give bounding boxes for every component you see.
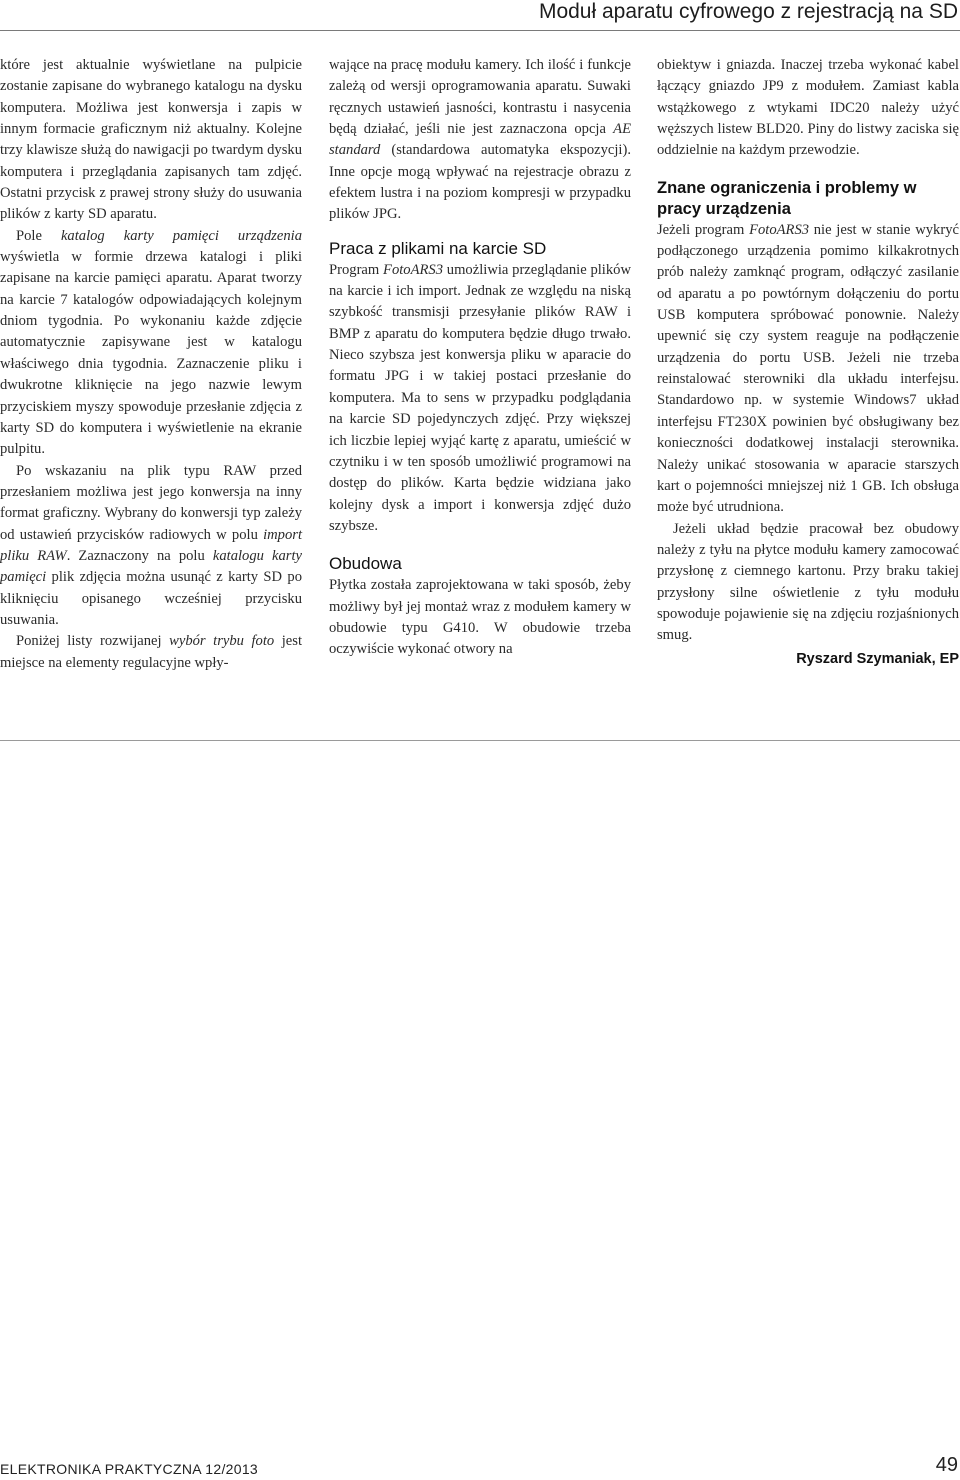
- column-3: [657, 55, 959, 669]
- column-1: [0, 55, 302, 674]
- paragraph: obiektyw i gniazda. Inaczej trzeba wykonać kabel łączący gniazdo JP9 z modułem. Zamiast kabla wstążkowego z wtykami IDC20 należy użyć węższych listew BLD20. Piny do listwy zaciska się oddzielnie na każdym przewodzie.: [657, 57, 959, 159]
- section-heading: Znane ograniczenia i problemy w pracy urządzenia: [657, 178, 917, 218]
- paragraph: które jest aktualnie wyświetlane na pulpicie zostanie zapisane do wybranego katalogu na dysku komputera. Możliwa jest konwersja i zapis w innym formacie graficznym niż aktualny. Kolejne trzy klawisze służą do nawigacji po twardym dysku komputera i przeglądania zapisanych tam zdjęć. Ostatni przycisk z prawej strony służy do usuwania plików z karty SD aparatu.: [0, 57, 302, 223]
- article-end-rule: [0, 740, 960, 741]
- author-signature: Ryszard Szymaniak, EP: [796, 650, 959, 667]
- column-2: [329, 55, 631, 661]
- paragraph: Płytka została zaprojektowana w taki sposób, żeby możliwy był jej montaż wraz z modułem kamery w obudowie typu G410. W obudowie trzeba oczywiście wykonać otwory na: [329, 577, 631, 658]
- page-header-title: Moduł aparatu cyfrowego z rejestracją na SD: [538, 0, 958, 23]
- paragraph: Jeżeli program FotoARS3 nie jest w stanie wykryć podłączonego urządzenia pomimo kilkakrotnych prób należy zamknąć program, odłączyć zasilanie od aparatu a po powtórnym dołączeniu do portu USB komputera spróbować ponownie. Należy upewnić się czy system reaguje na podłączenie urządzenia do portu USB. Jeżeli nie trzeba reinstalować sterowniki dla układu interfejsu. Standardowo np. w systemie Windows7 układ interfejsu FT230X powinien być obsługiwany bez konieczności dodatkowej instalacji sterownika. Należy unikać stosowania w aparacie starszych kart o pojemności mniejszej niż 1 GB. Ich obsługa może być utrudniona.: [657, 221, 959, 516]
- section-heading: Praca z plikami na karcie SD: [329, 238, 547, 258]
- paragraph: Poniżej listy rozwijanej wybór trybu foto jest miejsce na elementy regulacyjne wpły-: [0, 633, 303, 671]
- section-heading: Obudowa: [329, 554, 402, 574]
- paragraph: Program FotoARS3 umożliwia przeglądanie plików na karcie i ich import. Jednak ze względu na niską szybkość transmisji przesyłanie plików RAW i BMP z aparatu do komputera będzie długo trwało. Nieco szybsza jest konwersja pliku w aparacie do formatu JPG i w takiej postaci przesłanie do komputera. Ma to sens w przypadku podglądania na karcie SD pojedynczych zdjęć. Przy większej ich liczbie lepiej wyjąć kartę z aparatu, umieścić w czytniku i w ten sposób umożliwić programowi na dostęp do plików. Karta będzie widziana jako kolejny dysk a import i konwersja zdjęć dużo szybsze.: [329, 261, 631, 534]
- paragraph: Po wskazaniu na plik typu RAW przed przesłaniem możliwa jest jego konwersja na inny format graficzny. Wybrany do konwersji typ zależy od ustawień przycisków radiowych w polu import pliku RAW. Zaznaczony na polu katalogu karty pamięci plik zdjęcia można usunąć z karty SD po kliknięciu opisanego wcześniej przycisku usuwania.: [0, 462, 302, 628]
- paragraph: Pole katalog karty pamięci urządzenia wyświetla w formie drzewa katalogi i pliki zapisane na karcie pamięci aparatu. Aparat tworzy na karcie 7 katalogów odpowiadających kolejnym dniom tygodnia. Po wykonaniu każde zdjęcie automatycznie zapisywane jest w katalogu właściwego dnia tygodnia. Zaznaczenie pliku i dwukrotne kliknięcie na jego nazwie lewym przyciskiem myszy spowoduje przesłanie zdjęcia z karty SD do komputera i wyświetlenie na ekranie pulpitu.: [0, 227, 302, 458]
- header-rule: [0, 30, 960, 31]
- paragraph: Jeżeli układ będzie pracował bez obudowy należy z tyłu na płytce modułu kamery zamocować przysłonę z ciemnego kartonu. Przy braku takiej przysłony silne oświetlenie z tyłu modułu spowoduje pojawienie się na zdjęciu rozjaśnionych smug.: [657, 520, 959, 644]
- paragraph: wające na pracę modułu kamery. Ich ilość i funkcje zależą od wersji oprogramowania aparatu. Suwaki ręcznych ustawień jasności, kontrastu i nasycenia będą działać, jeśli nie jest zaznaczona opcja AE standard (standardowa automatyka ekspozycji). Inne opcje mogą wpływać na rejestracje obrazu z efektem lustra i na poziom kompresji w przypadku plików JPG.: [329, 57, 631, 223]
- page-number: 49: [935, 1454, 958, 1476]
- footer-publication: ELEKTRONIKA PRAKTYCZNA 12/2013: [0, 1461, 258, 1477]
